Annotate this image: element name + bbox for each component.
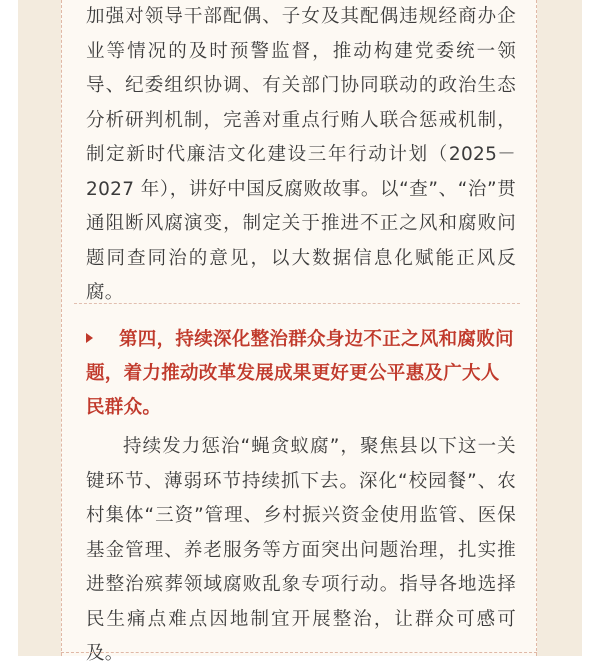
article-paragraph: 持续发力惩治“蝇贪蚁腐”，聚焦县以下这一关键环节、薄弱环节持续抓下去。深化“校园餐”、农村集体“三资”管理、乡村振兴资金使用监管、医保基金管理、养老服务等方面突出问题治理，扎实推进整治殡葬领域腐败乱象专项行动。指导各地选择民生痛点难点因地制宜开展整治，让群众可感可及。	[86, 436, 516, 664]
triangle-right-icon	[86, 333, 93, 343]
section-heading-text: 第四，持续深化整治群众身边不正之风和腐败问题，着力推动改革发展成果更好更公平惠及广大人民群众。	[86, 329, 514, 418]
panel-bottom-border	[61, 652, 537, 653]
section-heading	[86, 323, 516, 425]
article-paragraph: 加强对领导干部配偶、子女及其配偶违规经商办企业等情况的及时预警监督，推动构建党委统一领导、纪委组织协调、有关部门协同联动的政治生态分析研判机制，完善对重点行贿人联合惩戒机制，制定新时代廉洁文化建设三年行动计划（2025－2027 年），讲好中国反腐败故事。以“查”、“治”贯通阻断风腐演变，制定关于推进不正之风和腐败问题同查同治的意见，以大数据信息化赋能正风反腐。	[86, 6, 516, 303]
section-divider	[74, 303, 520, 304]
